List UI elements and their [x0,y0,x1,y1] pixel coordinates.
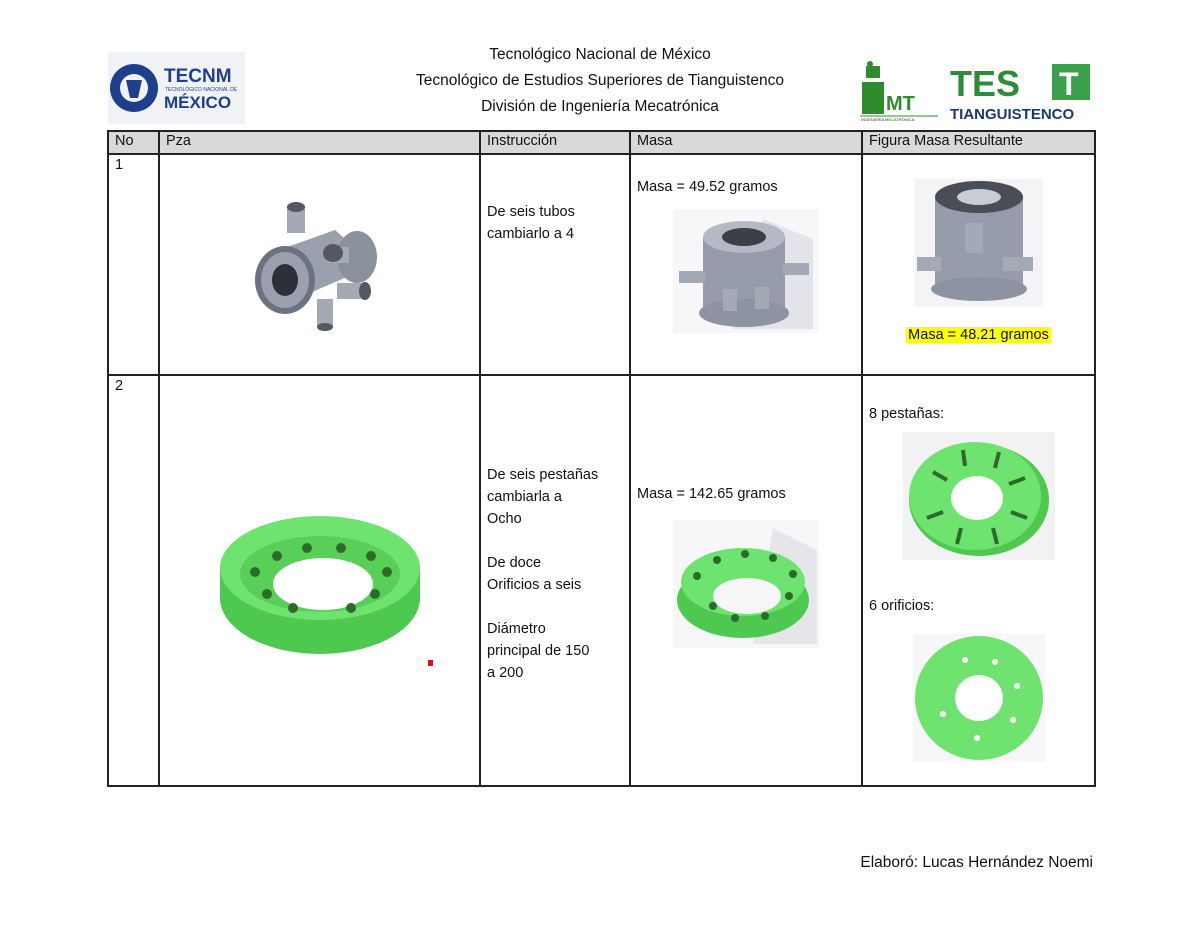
col-header-pza: Pza [159,131,480,154]
instruction-line: cambiarla a [487,489,562,505]
flange-part-image [215,510,425,660]
tube-mass-image [673,209,819,333]
svg-text:T: T [1059,66,1079,102]
masa-cell [630,375,862,786]
svg-text:TECNM: TECNM [164,66,232,87]
table-header-row [108,131,1095,154]
instruction-line: De seis tubos [487,204,575,220]
instruction-cell [480,154,630,375]
table-row [108,375,1095,786]
flange-mass-image [673,520,819,648]
row-number: 2 [108,375,159,786]
svg-text:MT: MT [886,93,915,115]
footer-elaboro: Elaboró: Lucas Hernández Noemi [860,854,1093,871]
svg-text:MÉXICO: MÉXICO [164,93,232,112]
svg-text:TECNOLÓGICO NACIONAL DE: TECNOLÓGICO NACIONAL DE [165,87,238,93]
instruction-line: Diámetro [487,621,546,637]
header-line-3: División de Ingeniería Mecatrónica [481,98,719,115]
label-6-orificios: 6 orificios: [869,598,935,614]
pza-cell [159,154,480,375]
tube-result-image [915,179,1043,307]
resultante-masa: Masa = 48.21 gramos [908,327,1049,343]
resultante-cell [862,154,1095,375]
instruction-line: De seis pestañas [487,467,599,483]
table-row [108,154,1095,375]
header-titles [300,42,900,120]
pza-cell [159,375,480,786]
instruction-line: Orificios a seis [487,577,582,593]
instruction-line: principal de 150 [487,643,590,659]
svg-text:TIANGUISTENCO: TIANGUISTENCO [950,106,1075,122]
resultante-cell [862,375,1095,786]
col-header-figura: Figura Masa Resultante [862,131,1095,154]
instruction-line: Ocho [487,511,522,527]
red-mark [428,660,433,666]
instruction-line: De doce [487,555,542,571]
tecnm-logo [108,52,245,124]
tube-part-image [245,195,395,335]
instruction-cell [480,375,630,786]
instruction-line: cambiarlo a 4 [487,226,575,242]
masa-cell [630,154,862,375]
header-line-1: Tecnológico Nacional de México [489,46,711,63]
row-number: 1 [108,154,159,375]
flange-8-tabs-image [903,432,1055,560]
flange-6-holes-image [913,634,1045,762]
label-8-pestanas: 8 pestañas: [869,406,944,422]
imt-logo [858,60,940,122]
col-header-masa: Masa [630,131,862,154]
tes-logo [948,62,1094,122]
svg-text:TES: TES [950,63,1021,104]
header-line-2: Tecnológico de Estudios Superiores de Tianguistenco [416,72,784,89]
instructions-table [107,130,1096,787]
svg-text:INGENIERÍA MECATRÓNICA: INGENIERÍA MECATRÓNICA [861,117,915,122]
document-header [0,0,1200,130]
instruction-line: a 200 [487,665,524,681]
col-header-no: No [108,131,159,154]
masa-value: Masa = 49.52 gramos [637,179,778,195]
col-header-instruccion: Instrucción [480,131,630,154]
masa-value: Masa = 142.65 gramos [637,486,786,502]
